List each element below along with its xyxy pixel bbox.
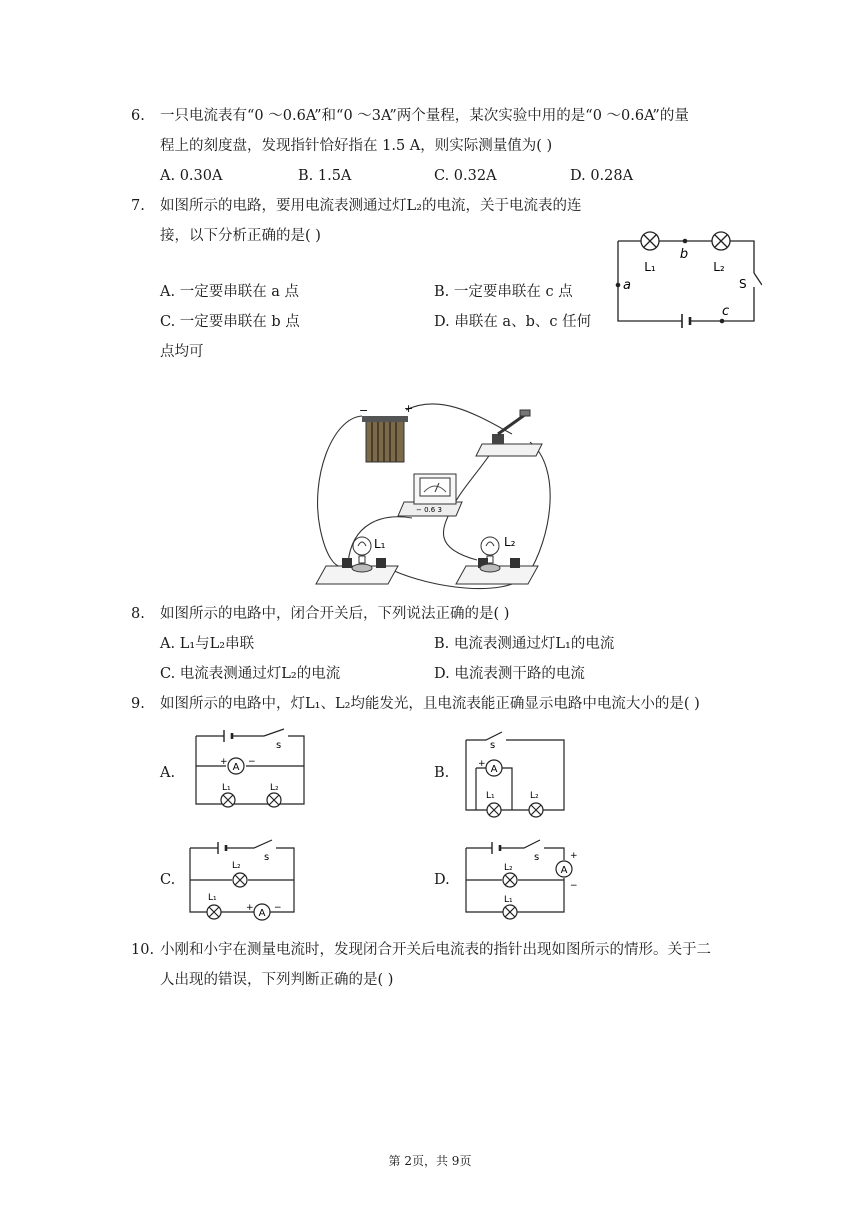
question-6-option-d[interactable]: D. 0.28A xyxy=(570,168,634,184)
ammeter-label-d: A xyxy=(560,865,568,876)
question-9-circuit-d xyxy=(460,836,582,922)
label-l1: L₁ xyxy=(644,260,656,274)
minus-label-c: − xyxy=(274,903,282,913)
minus-label: − xyxy=(248,757,256,767)
question-9-option-c[interactable]: C. xyxy=(160,872,176,888)
l1-label-b: L₁ xyxy=(486,791,495,801)
question-7-line1: 如图所示的电路，要用电流表测通过灯L₂的电流，关于电流表的连 xyxy=(160,198,582,214)
minus-label-d: − xyxy=(570,881,578,891)
label-l2: L₂ xyxy=(713,260,725,274)
question-9-circuit-a xyxy=(190,728,310,812)
l1-label-c: L₁ xyxy=(208,893,217,903)
ammeter-label-c: A xyxy=(258,908,266,919)
switch-label-d: s xyxy=(534,852,540,863)
question-9-number: 9. xyxy=(131,696,145,712)
question-6-number: 6. xyxy=(131,108,145,124)
question-6-option-b[interactable]: B. 1.5A xyxy=(298,168,352,184)
page-footer: 第 2页，共 9页 xyxy=(388,1154,472,1168)
battery-icon xyxy=(362,416,408,462)
l2-label-b: L₂ xyxy=(530,791,539,801)
question-9-option-b[interactable]: B. xyxy=(434,765,450,781)
question-7-number: 7. xyxy=(131,198,145,214)
question-9-line1: 如图所示的电路中，灯L₁、L₂均能发光，且电流表能正确显示电路中电流大小的是( ) xyxy=(160,696,700,712)
battery-minus: − xyxy=(359,404,369,417)
plus-label-b: + xyxy=(478,759,486,769)
l2-label: L₂ xyxy=(270,783,279,793)
question-7-line2: 接，以下分析正确的是( ) xyxy=(160,228,321,244)
question-8-line1: 如图所示的电路中，闭合开关后，下列说法正确的是( ) xyxy=(160,606,510,622)
question-7-option-d-cont: 点均可 xyxy=(160,344,204,360)
label-a: a xyxy=(623,278,631,293)
question-8-number: 8. xyxy=(131,606,145,622)
question-10-line2: 人出现的错误，下列判断正确的是( ) xyxy=(160,972,394,988)
l1-label: L₁ xyxy=(222,783,231,793)
question-6-line2: 程上的刻度盘，发现指针恰好指在 1.5 A，则实际测量值为( ) xyxy=(160,138,553,154)
label-b: b xyxy=(679,247,689,262)
question-8-option-a[interactable]: A. L₁与L₂串联 xyxy=(160,636,255,652)
plus-label-c: + xyxy=(246,903,254,913)
question-8-option-b[interactable]: B. 电流表测通过灯L₁的电流 xyxy=(434,636,615,652)
question-6-option-c[interactable]: C. 0.32A xyxy=(434,168,497,184)
l2-label-d: L₂ xyxy=(504,863,513,873)
plus-label-d: + xyxy=(570,851,578,861)
lamp-l1-bulb-icon xyxy=(316,537,398,584)
question-8-option-c[interactable]: C. 电流表测通过灯L₂的电流 xyxy=(160,666,341,682)
ammeter-label: A xyxy=(232,762,240,773)
ammeter-label-b: A xyxy=(490,764,498,775)
label-s: S xyxy=(739,277,747,291)
photo-label-l1: L₁ xyxy=(374,537,386,551)
label-c: c xyxy=(722,304,730,319)
l1-label-d: L₁ xyxy=(504,895,513,905)
question-7-option-b[interactable]: B. 一定要串联在 c 点 xyxy=(434,284,573,300)
question-6-line1: 一只电流表有“0 ～0.6A”和“0 ～3A”两个量程，某次实验中用的是“0 ～0.6A”的量 xyxy=(160,108,689,124)
question-7-option-d[interactable]: D. 串联在 a、b、c 任何 xyxy=(434,314,592,330)
question-9-circuit-c xyxy=(184,836,300,924)
question-10-number: 10. xyxy=(131,942,155,958)
lamp-l2-bulb-icon xyxy=(456,537,538,584)
ammeter-scale: − 0.6 3 xyxy=(416,506,442,514)
photo-label-l2: L₂ xyxy=(504,535,516,549)
l2-label-c: L₂ xyxy=(232,861,241,871)
question-7-option-c[interactable]: C. 一定要串联在 b 点 xyxy=(160,314,300,330)
switch-label: s xyxy=(276,740,282,751)
switch-label-b: s xyxy=(490,740,496,751)
question-9-option-a[interactable]: A. xyxy=(160,765,176,781)
switch-label-c: s xyxy=(264,852,270,863)
question-10-line1: 小刚和小宇在测量电流时，发现闭合开关后电流表的指针出现如图所示的情形。关于二 xyxy=(160,942,711,958)
question-7-circuit-diagram xyxy=(612,225,762,330)
question-8-option-d[interactable]: D. 电流表测干路的电流 xyxy=(434,666,585,682)
question-9-circuit-b xyxy=(460,730,570,822)
plus-label: + xyxy=(220,757,228,767)
question-7-option-a[interactable]: A. 一定要串联在 a 点 xyxy=(160,284,300,300)
question-6-option-a[interactable]: A. 0.30A xyxy=(160,168,223,184)
battery-plus: + xyxy=(404,402,414,415)
question-9-option-d[interactable]: D. xyxy=(434,872,450,888)
question-8-circuit-photo xyxy=(312,398,552,594)
